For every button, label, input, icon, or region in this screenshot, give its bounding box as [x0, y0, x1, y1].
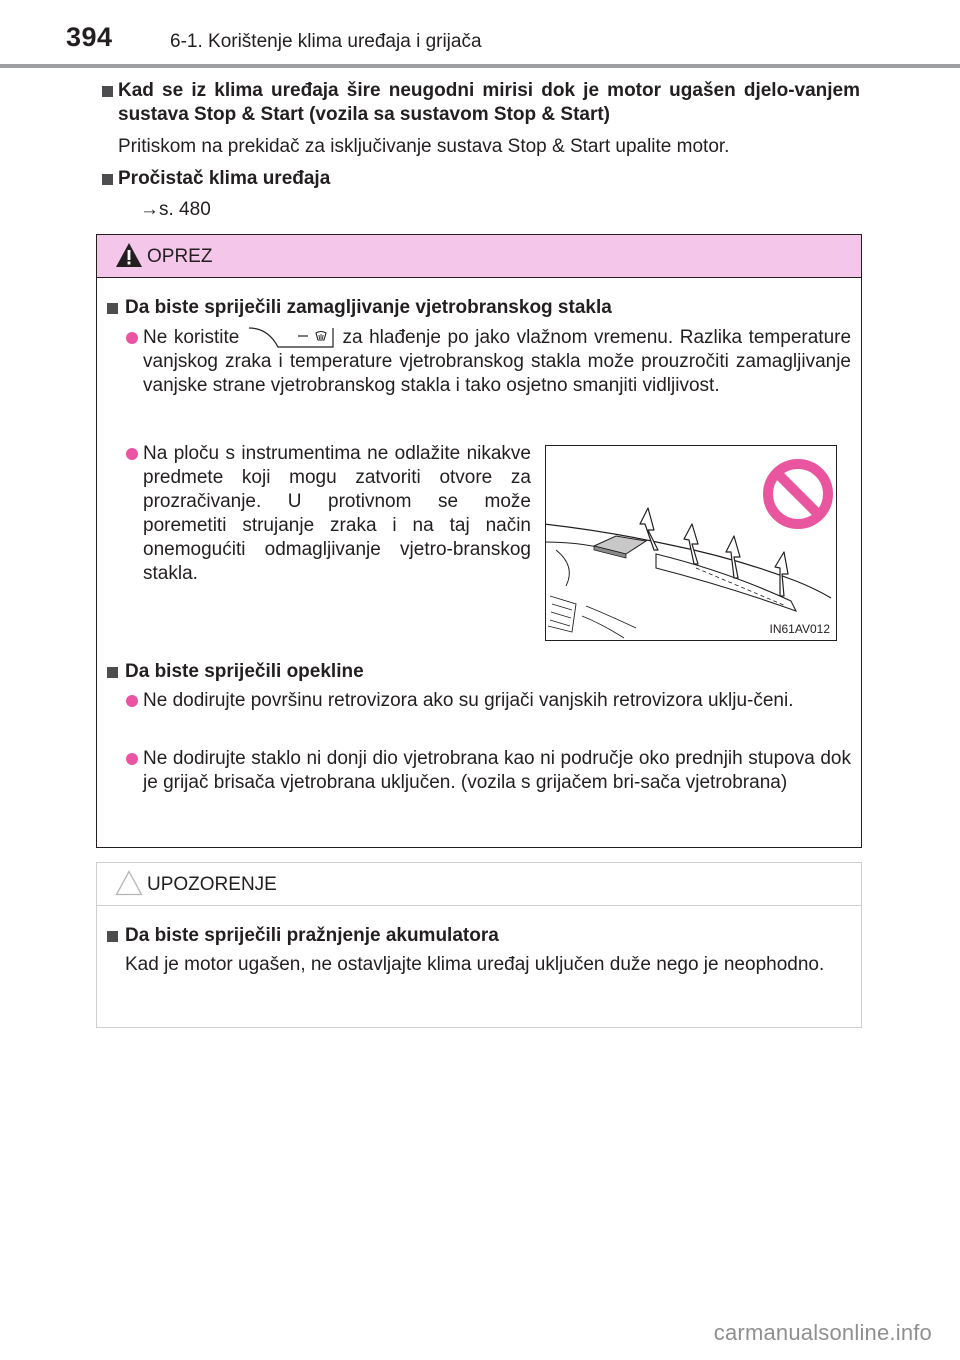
caution-label: OPREZ	[147, 246, 213, 267]
caution-bullet-defog-button	[107, 326, 851, 398]
bullet-text-before-icon: Ne koristite	[143, 327, 240, 348]
caution-heading-fogging: Da biste spriječili zamagljivanje vjetrobranskog stakla	[125, 297, 612, 318]
notice-heading: Da biste spriječili pražnjenje akumulatora	[125, 925, 499, 946]
header-rule	[0, 64, 960, 68]
caution-section-fogging	[107, 296, 851, 320]
windshield-defog-icon	[248, 326, 334, 348]
intro-heading-filter: Pročistač klima uređaja	[118, 168, 331, 189]
notice-header	[97, 863, 861, 906]
intro-item-filter	[98, 167, 860, 222]
bullet-text-after-icon: za hlađenje po jako vlažnom vremenu. Razlika temperature vanjskog zraka i temperature vjetrobranskog stakla može prouzročiti zamagljivanje vanjske strane vjetrobranskog stakla i tako osjetno smanjiti vidljivost.	[143, 327, 852, 396]
notice-section-battery	[107, 924, 851, 948]
notice-body: Kad je motor ugašen, ne ostavljajte klima uređaj uključen duže nego je neophodno.	[125, 954, 825, 975]
intro-body-odors: Pritiskom na prekidač za isključivanje sustava Stop & Start upalite motor.	[118, 136, 730, 157]
notice-body-block	[107, 953, 851, 977]
bullet-text-wiper-heater: Ne dodirujte staklo ni donji dio vjetrobrana kao ni područje oko prednjih stupova dok je grijač brisača vjetrobrana uključen. (vozila s grijačem bri-sača vjetrobrana)	[143, 748, 851, 793]
bullet-text-dashboard: Na ploču s instrumentima ne odlažite nikakve predmete koji mogu zatvoriti otvore za prozračivanje. U protivnom se može poremetiti strujanje zraka i na taj način onemogućiti odmagljivanje vjetro-branskog stakla.	[143, 443, 531, 584]
caution-bullet-wiper-heater	[107, 747, 851, 795]
notice-box	[96, 862, 862, 1028]
bullet-dot-icon	[126, 332, 138, 344]
page-header	[0, 0, 960, 66]
square-bullet-icon	[107, 667, 118, 678]
page-reference-link[interactable]: →s. 480	[140, 199, 211, 220]
bullet-text-mirrors: Ne dodirujte površinu retrovizora ako su grijači vanjskih retrovizora uklju-čeni.	[143, 690, 794, 711]
notice-label: UPOZORENJE	[147, 874, 277, 895]
square-bullet-icon	[107, 303, 118, 314]
dashboard-vents-drawing	[546, 446, 836, 640]
intro-item-odors	[98, 79, 860, 159]
square-bullet-icon	[102, 86, 113, 97]
caution-heading-burns: Da biste spriječili opekline	[125, 661, 364, 682]
caution-bullet-mirrors	[107, 689, 851, 713]
caution-box	[96, 234, 862, 848]
warning-triangle-icon	[115, 870, 143, 896]
intro-heading-odors: Kad se iz klima uređaja šire neugodni mirisi dok je motor ugašen djelo-vanjem sustava Stop & Start (vozila sa sustavom Stop & Start)	[118, 80, 860, 125]
page-number: 394	[66, 22, 113, 52]
caution-section-burns	[107, 660, 851, 684]
warning-triangle-icon	[115, 242, 143, 268]
section-title: 6-1. Korištenje klima uređaja i grijača	[170, 31, 482, 52]
caution-bullet-dashboard	[107, 442, 531, 586]
watermark: carmanualsonline.info	[713, 1320, 932, 1345]
bullet-dot-icon	[126, 448, 138, 460]
figure-code: IN61AV012	[769, 622, 830, 636]
square-bullet-icon	[102, 174, 113, 185]
dashboard-illustration	[545, 445, 837, 641]
bullet-dot-icon	[126, 695, 138, 707]
caution-header	[97, 235, 861, 278]
bullet-dot-icon	[126, 753, 138, 765]
square-bullet-icon	[107, 931, 118, 942]
